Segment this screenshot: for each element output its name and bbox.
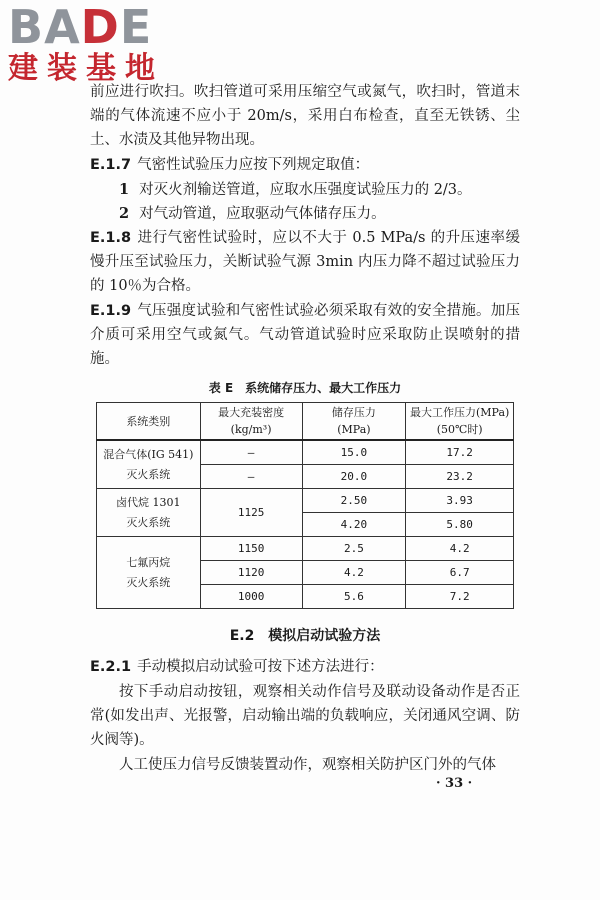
max-pressure-cell: 3.93	[406, 489, 514, 513]
density-cell: —	[200, 440, 302, 465]
storage-cell: 15.0	[302, 440, 406, 465]
pressure-table	[96, 402, 514, 609]
max-pressure-cell: 5.80	[406, 513, 514, 537]
storage-cell: 4.2	[302, 561, 406, 585]
clause-number: E.1.9	[90, 303, 132, 319]
clause-text: 进行气密性试验时，应以不大于 0.5 MPa/s 的升压速率缓慢升压至试验压力，关断试验气源 3min 内压力降不超过试验压力的 10％为合格。	[90, 230, 520, 294]
density-cell: 1125	[200, 489, 302, 537]
document-page	[90, 80, 520, 778]
header-storage: 储存压力 (MPa)	[302, 403, 406, 441]
storage-cell: 2.5	[302, 537, 406, 561]
density-cell: —	[200, 465, 302, 489]
storage-cell: 5.6	[302, 585, 406, 609]
paragraph: 按下手动启动按钮，观察相关动作信号及联动设备动作是否正常(如发出声、光报警，启动输出端的负载响应，关闭通风空调、防火阀等)。	[90, 684, 520, 748]
storage-cell: 2.50	[302, 489, 406, 513]
table-row	[97, 489, 514, 513]
header-density: 最大充装密度 (kg/m³)	[200, 403, 302, 441]
density-cell: 1150	[200, 537, 302, 561]
section-heading: E.2 模拟启动试验方法	[229, 628, 381, 644]
watermark-subtitle: 建装基地	[8, 51, 164, 86]
clause-e18	[90, 226, 520, 298]
system-cell: 卤代烷 1301 灭火系统	[97, 489, 201, 537]
clause-number: E.1.7	[90, 157, 132, 173]
clause-text: 气压强度试验和气密性试验必须采取有效的安全措施。加压介质可采用空气或氮气。气动管道试验时应采取防止误喷射的措施。	[90, 303, 520, 367]
watermark-logo: BADE	[8, 0, 153, 54]
clause-number: E.1.8	[90, 230, 132, 246]
clause-number: E.2.1	[90, 659, 132, 675]
table-title: 表 E 系统储存压力、最大工作压力	[208, 381, 402, 395]
max-pressure-cell: 6.7	[406, 561, 514, 585]
list-item: 1 对灭火剂输送管道，应取水压强度试验压力的 2/3。	[119, 181, 472, 198]
table-row	[97, 537, 514, 561]
storage-cell: 4.20	[302, 513, 406, 537]
clause-e21	[90, 655, 520, 679]
system-cell: 七氟丙烷 灭火系统	[97, 537, 201, 609]
max-pressure-cell: 17.2	[406, 440, 514, 465]
paragraph: 人工使压力信号反馈装置动作，观察相关防护区门外的气体	[119, 757, 496, 773]
density-cell: 1120	[200, 561, 302, 585]
density-cell: 1000	[200, 585, 302, 609]
table-row	[97, 440, 514, 465]
header-max-pressure: 最大工作压力(MPa) (50℃时)	[406, 403, 514, 441]
clause-text: 气密性试验压力应按下列规定取值：	[137, 157, 370, 173]
clause-e19	[90, 299, 520, 371]
paragraph-purge: 前应进行吹扫。吹扫管道可采用压缩空气或氮气，吹扫时，管道末端的气体流速不应小于 20m/s，采用白布检查，直至无铁锈、尘土、水渍及其他异物出现。	[90, 84, 520, 148]
max-pressure-cell: 4.2	[406, 537, 514, 561]
list-item: 2 对气动管道，应取驱动气体储存压力。	[119, 205, 386, 222]
max-pressure-cell: 23.2	[406, 465, 514, 489]
system-cell: 混合气体(IG 541) 灭火系统	[97, 440, 201, 489]
max-pressure-cell: 7.2	[406, 585, 514, 609]
storage-cell: 20.0	[302, 465, 406, 489]
clause-text: 手动模拟启动试验可按下述方法进行：	[137, 659, 384, 675]
clause-e17	[90, 153, 520, 177]
page-number: · 33 ·	[436, 776, 473, 791]
header-system: 系统类别	[97, 403, 201, 441]
